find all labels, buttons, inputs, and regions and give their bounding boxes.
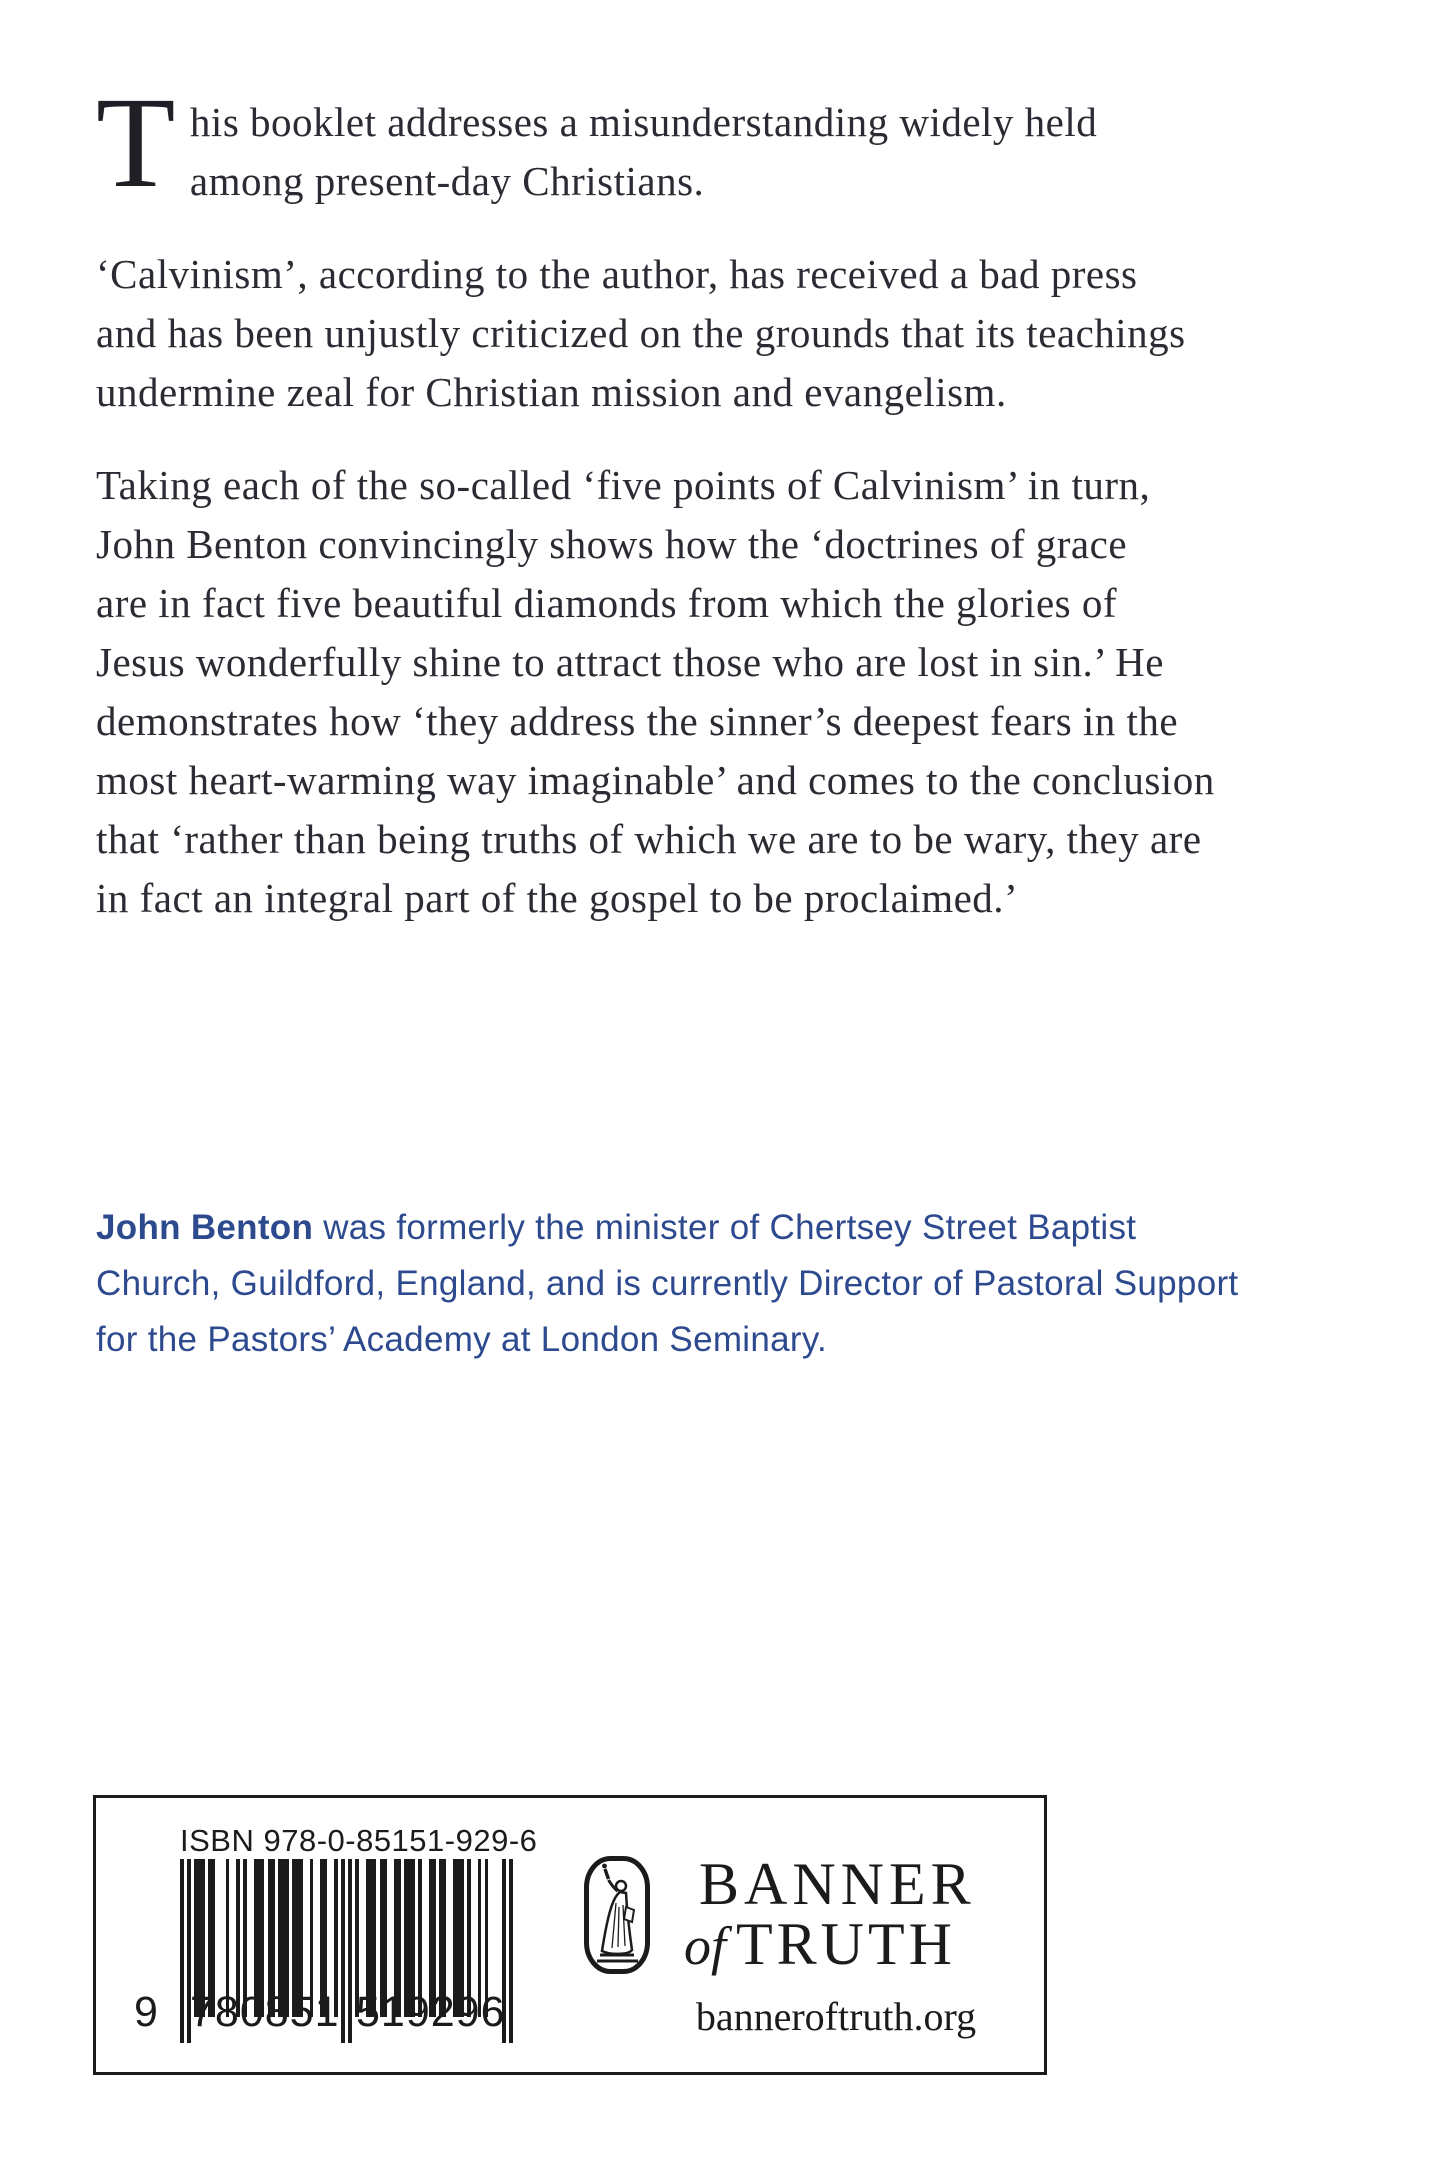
publisher-truth-word: TRUTH	[736, 1911, 956, 1977]
author-bio	[96, 1200, 1395, 1368]
isbn-publisher-box	[93, 1795, 1047, 2075]
author-name: John Benton	[96, 1208, 314, 1247]
bio-line-rest: was formerly the minister of Chertsey Street Baptist	[313, 1208, 1137, 1247]
paragraph-line: Taking each of the so-called ‘five points of Calvinism’ in turn,	[96, 462, 1151, 508]
dropcap-letter: T	[96, 71, 176, 215]
paragraph-line: John Benton convincingly shows how the ‘doctrines of grace	[96, 521, 1128, 567]
paragraph-line: in fact an integral part of the gospel to be proclaimed.’	[96, 875, 1019, 921]
isbn-label: ISBN 978-0-85151-929-6	[180, 1823, 538, 1858]
barcode-digits	[134, 1988, 514, 2038]
intro-paragraph	[96, 71, 1395, 215]
banner-of-truth-emblem-icon	[583, 1855, 651, 1975]
paragraph-line: Jesus wonderfully shine to attract those who are lost in sin.’ He	[96, 639, 1164, 685]
paragraph-line: among present-day Christians.	[189, 158, 705, 204]
barcode-digit-group: 780851	[190, 1988, 340, 2036]
paragraph-line: his booklet addresses a misunderstanding widely held	[189, 99, 1098, 145]
paragraph-line: that ‘rather than being truths of which we are to be wary, they are	[96, 816, 1202, 862]
five-points-paragraph	[96, 456, 1395, 928]
publisher-name-line1: BANNER	[699, 1851, 976, 1917]
bio-line: for the Pastors’ Academy at London Seminary.	[96, 1320, 828, 1359]
publisher-website: banneroftruth.org	[695, 1994, 977, 2039]
paragraph-line: undermine zeal for Christian mission and evangelism.	[96, 369, 1007, 415]
paragraph-line: and has been unjustly criticized on the grounds that its teachings	[96, 310, 1186, 356]
paragraph-line: are in fact five beautiful diamonds from which the glories of	[96, 580, 1118, 626]
publisher-name-line2	[684, 1911, 1014, 1977]
bio-line: Church, Guildford, England, and is currently Director of Pastoral Support	[96, 1264, 1239, 1303]
paragraph-line: demonstrates how ‘they address the sinner’s deepest fears in the	[96, 698, 1179, 744]
paragraph-line: ‘Calvinism’, according to the author, has received a bad press	[96, 251, 1138, 297]
barcode-digit-first: 9	[134, 1988, 158, 2036]
paragraph-line: most heart-warming way imaginable’ and comes to the conclusion	[96, 757, 1215, 803]
barcode-digit-group: 519296	[356, 1988, 506, 2036]
publisher-wordmark	[684, 1853, 1014, 1975]
calvinism-paragraph	[96, 245, 1395, 422]
bio-line	[96, 1200, 1395, 1256]
publisher-of-word: of	[684, 1916, 727, 1976]
